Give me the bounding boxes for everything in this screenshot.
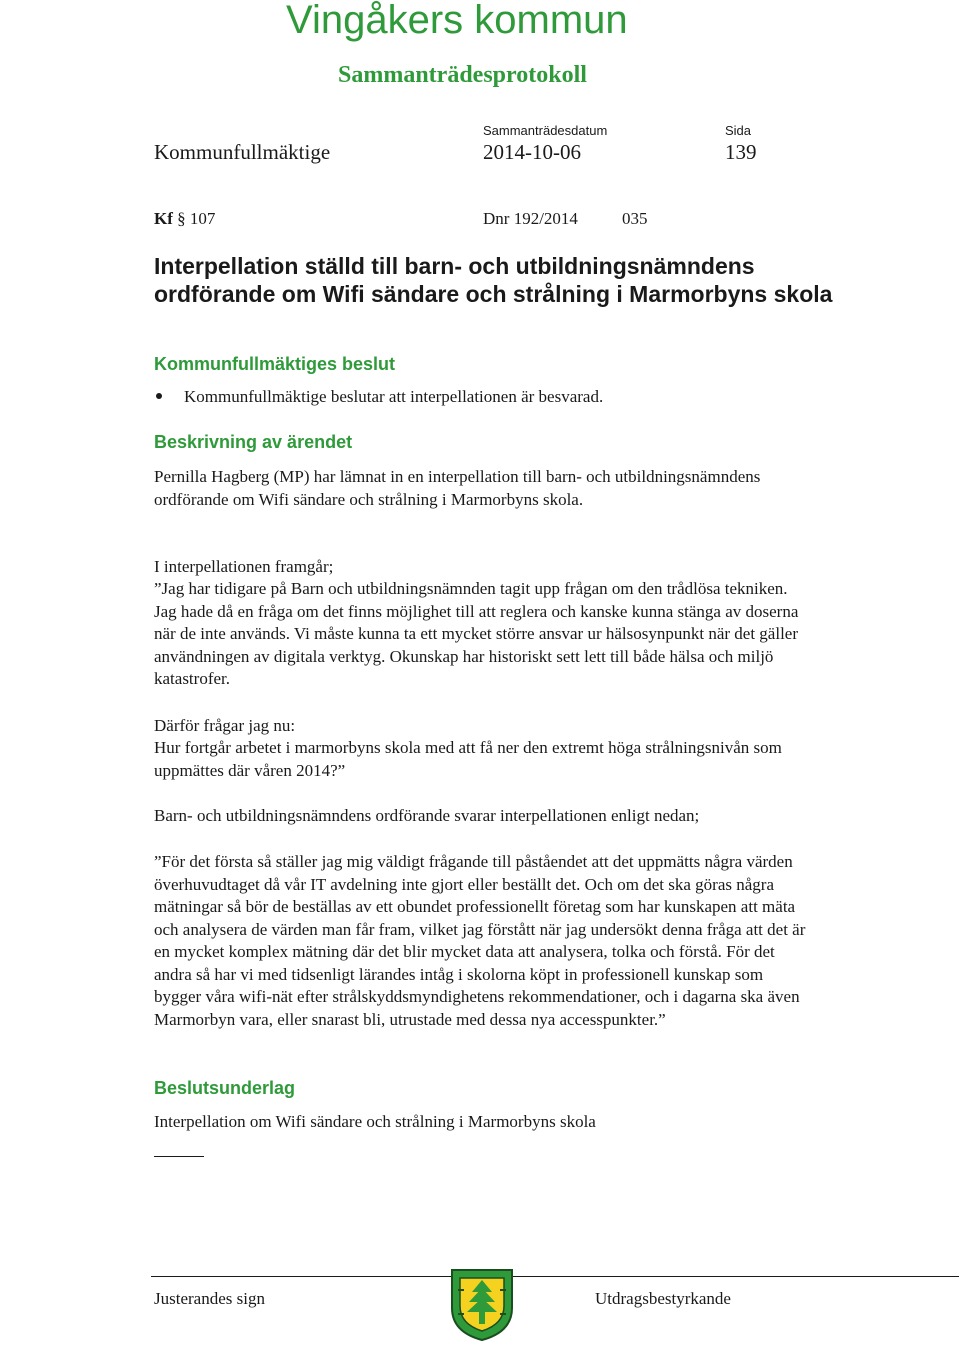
basis-item: Interpellation om Wifi sändare och strålning i Marmorbyns skola — [154, 1112, 596, 1131]
description-heading: Beskrivning av ärendet — [154, 432, 353, 452]
footer-signature-label: Justerandes sign — [154, 1289, 265, 1308]
municipal-coat-of-arms-icon — [450, 1268, 514, 1342]
section-sign: § — [177, 209, 186, 228]
decision-text: Kommunfullmäktige beslutar att interpellationen är besvarad. — [184, 387, 604, 406]
organization-name: Vingåkers kommun — [286, 0, 628, 42]
paragraph-number — [154, 209, 215, 229]
basis-heading: Beslutsunderlag — [154, 1078, 296, 1098]
end-rule — [154, 1156, 204, 1157]
meeting-body: Kommunfullmäktige — [154, 140, 331, 164]
answer-intro: Barn- och utbildningsnämndens ordförande svarar interpellationen enligt nedan; — [154, 806, 700, 825]
item-title: Interpellation ställd till barn- och utbildningsnämndens ordförande om Wifi sändare och strålning i Marmorbyns skola — [154, 253, 833, 307]
classification-code: 035 — [622, 209, 648, 228]
date-label: Sammanträdesdatum — [483, 123, 608, 138]
document-type: Sammanträdesprotokoll — [338, 62, 587, 88]
question-intro: Därför frågar jag nu: — [154, 716, 296, 735]
decision-bullet — [154, 387, 603, 407]
paragraph-value: 107 — [189, 209, 216, 228]
decision-heading: Kommunfullmäktiges beslut — [154, 354, 396, 374]
footer-divider — [151, 1276, 959, 1277]
quote-intro: I interpellationen framgår; — [154, 557, 334, 576]
footer-certification-label: Utdragsbestyrkande — [595, 1289, 731, 1308]
diary-number: Dnr 192/2014 — [483, 209, 578, 228]
page-label: Sida — [725, 123, 752, 138]
description-intro: Pernilla Hagberg (MP) har lämnat in en interpellation till barn- och utbildningsnämndens ordförande om Wifi sändare och strålning i Marmorbyns skola. — [154, 467, 761, 509]
interpellation-quote: ”Jag har tidigare på Barn och utbildningsnämnden tagit upp frågan om den trådlösa tekniken. Jag hade då en fråga om det finns möjlighet till att reglera och kanske kunna stänga av doserna när de inte används. Vi måste kunna ta ett mycket större ansvar ur hälsosynpunkt när det gäller användningen av digitala verktyg. Okunskap har historiskt sett lett till både hälsa och miljö katastrofer. — [154, 579, 799, 688]
chair-answer: ”För det första så ställer jag mig väldigt frågande till påståendet att det uppmätts några värden överhuvudtaget då vår IT avdelning inte gjort eller beställt det. Och om det ska göras några mätningar så bör de beställas av ett obundet professionellt företag som har kunskapen att mäta och analysera de värden man får fram, vilket jag förstått när jag undersökt denna fråga att det är en mycket komplex mätning där det blir mycket data att analysera, tolka och förstå. För det andra så har vi med tidsenligt lärandes intåg i skolorna köpt in professionell kunskap som bygger våra wifi-nät efter strålskyddsmyndighetens rekommendationer, och i dagarna ska även Marmorbyn vara, eller snarast bli, utrustade med dessa nya accesspunkter.” — [154, 852, 806, 1029]
bullet-icon — [156, 393, 162, 399]
paragraph-prefix: Kf — [154, 209, 173, 228]
page-number: 139 — [725, 140, 757, 164]
meeting-date: 2014-10-06 — [483, 140, 581, 164]
interpellation-question: Hur fortgår arbetet i marmorbyns skola med att få ner den extremt höga strålningsnivån som uppmättes där våren 2014?” — [154, 738, 782, 780]
